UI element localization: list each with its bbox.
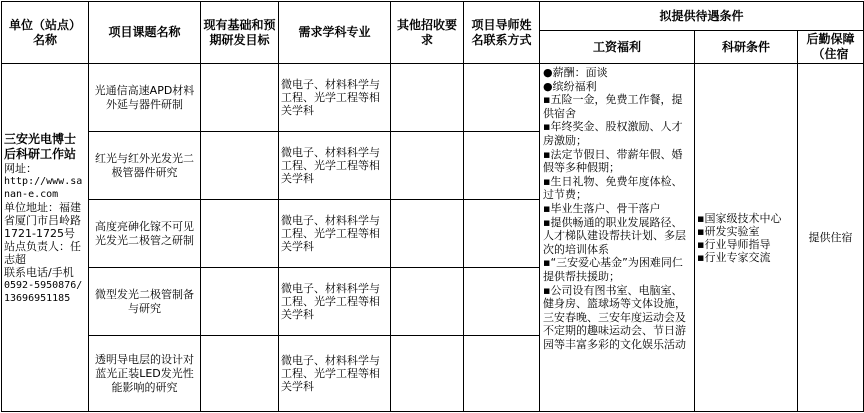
- project-discipline: 微电子、材料科学与工程、光学工程等相关学科: [279, 200, 391, 268]
- website-link[interactable]: http://www.sanan-e.com: [4, 176, 83, 200]
- phone-label: 联系电话/手机: [4, 266, 74, 279]
- research-item: ▪行业专家交流: [697, 250, 771, 264]
- project-basis: [201, 268, 279, 336]
- research-item: ▪行业导师指导: [697, 237, 771, 251]
- logistics-cell: 提供住宿: [798, 64, 864, 412]
- project-other: [391, 200, 464, 268]
- welfare-item: ●缤纷福利: [543, 79, 597, 93]
- unit-address: 单位地址：福建省厦门市吕岭路1721-1725号: [4, 201, 81, 240]
- header-basis: 现有基础和预期研发目标: [201, 2, 279, 64]
- project-other: [391, 64, 464, 132]
- project-mentor: [464, 336, 540, 412]
- project-discipline: 微电子、材料科学与工程、光学工程等相关学科: [279, 132, 391, 200]
- table-row: [2, 64, 864, 132]
- header-research: 科研条件: [695, 31, 798, 64]
- project-mentor: [464, 132, 540, 200]
- project-other: [391, 268, 464, 336]
- welfare-item: ▪提供畅通的职业发展路径、人才梯队建设帮扶计划、多层次的培训体系: [543, 215, 686, 256]
- project-basis: [201, 132, 279, 200]
- project-discipline: 微电子、材料科学与工程、光学工程等相关学科: [279, 64, 391, 132]
- welfare-item: ▪公司设有图书室、电脑室、健身房、篮球场等文体设施，三安春晚、三安年度运动会及不定期的趣味运动会、节日游园等丰富多彩的文化娱乐活动: [543, 283, 686, 351]
- header-mentor: 项目导师姓名联系方式: [464, 2, 540, 64]
- welfare-item: ▪“三安爱心基金”为困难同仁提供帮扶援助；: [543, 256, 683, 283]
- unit-name: 三安光电博士后科研工作站: [4, 132, 77, 161]
- welfare-item: ▪法定节假日、带薪年假、婚假等多种假期；: [543, 147, 683, 175]
- project-discipline: 微电子、材料科学与工程、光学工程等相关学科: [279, 336, 391, 412]
- header-topic: 项目课题名称: [89, 2, 201, 64]
- contact-person: 站点负责人：任志超: [4, 240, 81, 266]
- recruitment-table: [1, 1, 864, 412]
- project-topic: 透明导电层的设计对蓝光正装LED发光性能影响的研究: [89, 336, 201, 412]
- header-salary: 工资福利: [540, 31, 695, 64]
- project-other: [391, 132, 464, 200]
- project-other: [391, 336, 464, 412]
- header-other: 其他招收要求: [391, 2, 464, 64]
- welfare-item: ▪生日礼物、免费年度体检、过节费；: [543, 174, 683, 202]
- project-discipline: 微电子、材料科学与工程、光学工程等相关学科: [279, 268, 391, 336]
- research-item: ▪国家级技术中心: [697, 211, 782, 225]
- welfare-item: ▪五险一金，免费工作餐，提供宿舍: [543, 93, 683, 120]
- research-item: ▪研发实验室: [697, 224, 760, 238]
- project-topic: 红光与红外光发光二极管器件研究: [89, 132, 201, 200]
- header-benefits: 拟提供待遇条件: [540, 2, 864, 31]
- project-basis: [201, 200, 279, 268]
- project-topic: 光通信高速APD材料外延与器件研制: [89, 64, 201, 132]
- welfare-item: ●薪酬：面谈: [543, 66, 608, 79]
- welfare-item: ▪年终奖金、股权激励、人才房激励；: [543, 120, 683, 147]
- header-unit: 单位（站点）名称: [2, 2, 89, 64]
- project-topic: 微型发光二极管制备与研究: [89, 268, 201, 336]
- unit-cell: [2, 64, 89, 412]
- research-cell: [695, 64, 798, 412]
- welfare-item: ▪毕业生落户、骨干落户: [543, 201, 661, 215]
- website-label: 网址：: [4, 162, 37, 175]
- header-logistics: 后勤保障（住宿: [798, 31, 864, 64]
- project-topic: 高度亮砷化镓不可见光发光二极管之研制: [89, 200, 201, 268]
- phone-number: 0592-5950876/13696951185: [4, 280, 83, 304]
- project-mentor: [464, 268, 540, 336]
- project-basis: [201, 64, 279, 132]
- project-basis: [201, 336, 279, 412]
- project-mentor: [464, 64, 540, 132]
- welfare-cell: [540, 64, 695, 412]
- header-discipline: 需求学科专业: [279, 2, 391, 64]
- project-mentor: [464, 200, 540, 268]
